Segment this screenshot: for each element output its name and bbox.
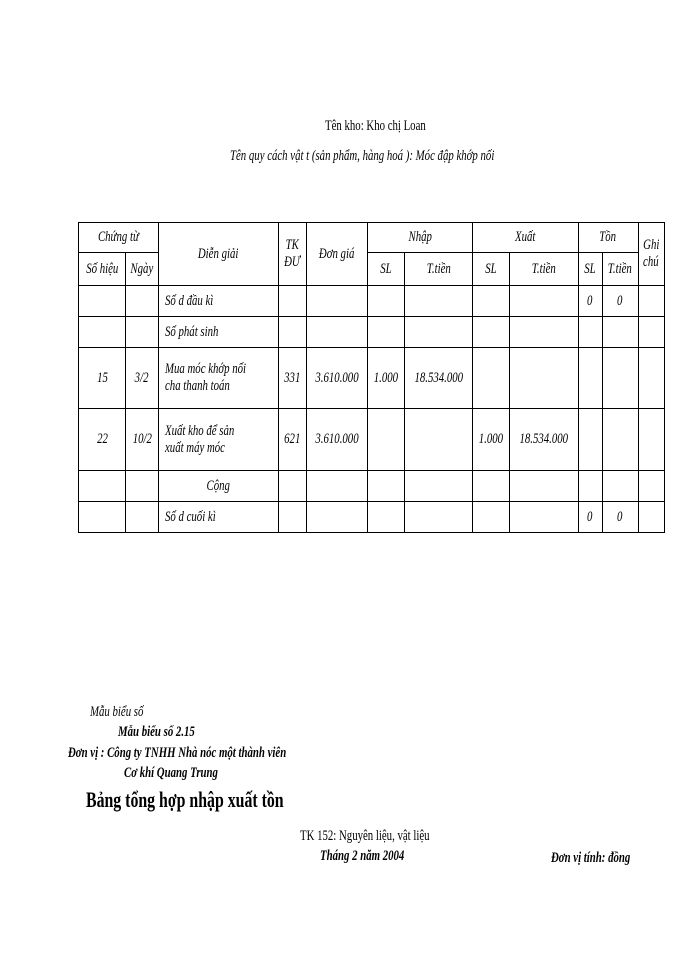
inventory-table xyxy=(78,222,665,533)
cell-don-gia xyxy=(306,502,367,533)
cell-don-gia: 3.610.000 xyxy=(306,348,367,409)
cell-tk xyxy=(278,286,306,317)
cell-ghi-chu xyxy=(638,502,664,533)
cell-ton-sl xyxy=(578,471,602,502)
header-ton-tt: T.tiền xyxy=(602,253,638,286)
report-title: Bảng tổng hợp nhập xuất tồn xyxy=(86,787,284,812)
cell-nhap-tt xyxy=(404,286,473,317)
cell-ghi-chu xyxy=(638,409,664,471)
cell-ngay xyxy=(126,286,159,317)
cell-tk xyxy=(278,317,306,348)
cell-dien-giai: Mua móc khớp nối cha thanh toán xyxy=(159,348,279,409)
table-row xyxy=(79,348,665,409)
cell-ton-sl: 0 xyxy=(578,286,602,317)
header-xuat-tt: T.tiền xyxy=(510,253,579,286)
cell-ton-sl xyxy=(578,317,602,348)
cell-nhap-sl xyxy=(367,409,404,471)
cell-ton-sl xyxy=(578,348,602,409)
cell-so-hieu xyxy=(79,317,126,348)
cell-so-hieu xyxy=(79,286,126,317)
cell-dien-giai: Xuất kho để sản xuất máy móc xyxy=(159,409,279,471)
header-xuat: Xuất xyxy=(473,223,579,253)
cell-ngay: 10/2 xyxy=(126,409,159,471)
table-row xyxy=(79,471,665,502)
cell-don-gia xyxy=(306,471,367,502)
table-row xyxy=(79,317,665,348)
cell-so-hieu: 22 xyxy=(79,409,126,471)
cell-dien-giai: Số phát sinh xyxy=(159,317,279,348)
cell-don-gia: 3.610.000 xyxy=(306,409,367,471)
table-row xyxy=(79,502,665,533)
cell-xuat-sl xyxy=(473,317,510,348)
cell-tk xyxy=(278,471,306,502)
cell-ton-tt xyxy=(602,317,638,348)
cell-ghi-chu xyxy=(638,348,664,409)
cell-so-hieu: 15 xyxy=(79,348,126,409)
cell-xuat-tt xyxy=(510,348,579,409)
cell-ton-tt xyxy=(602,471,638,502)
header-nhap-tt: T.tiền xyxy=(404,253,473,286)
cell-xuat-sl xyxy=(473,502,510,533)
cell-ton-sl xyxy=(578,409,602,471)
table-row xyxy=(79,286,665,317)
cell-ghi-chu xyxy=(638,471,664,502)
cell-xuat-sl xyxy=(473,471,510,502)
header-tk-du: TK ĐƯ xyxy=(278,223,306,286)
cell-dien-giai: Số d cuối kì xyxy=(159,502,279,533)
cell-xuat-sl: 1.000 xyxy=(473,409,510,471)
company-unit: Đơn vị : Công ty TNHH Nhà nóc một thành viên xyxy=(68,745,287,761)
header-ngay: Ngày xyxy=(126,253,159,286)
cell-tk: 331 xyxy=(278,348,306,409)
cell-so-hieu xyxy=(79,471,126,502)
cell-xuat-sl xyxy=(473,348,510,409)
cell-nhap-sl xyxy=(367,286,404,317)
cell-xuat-tt xyxy=(510,317,579,348)
cell-xuat-tt: 18.534.000 xyxy=(510,409,579,471)
item-spec: Tên quy cách vật t (sản phẩm, hàng hoá ): Móc đập khớp nối xyxy=(230,148,495,164)
company-unit-line-2: Cơ khí Quang Trung xyxy=(124,765,218,781)
cell-tk xyxy=(278,502,306,533)
cell-ton-tt: 0 xyxy=(602,502,638,533)
currency-unit: Đơn vị tính: đồng xyxy=(551,850,631,866)
header-ton-sl: SL xyxy=(578,253,602,286)
cell-ghi-chu xyxy=(638,317,664,348)
account-label: TK 152: Nguyên liệu, vật liệu xyxy=(300,828,430,844)
cell-dien-giai: Cộng xyxy=(159,471,279,502)
cell-ngay xyxy=(126,502,159,533)
form-label: Mẫu biểu số xyxy=(90,704,144,720)
header-ghi-chu: Ghi chú xyxy=(638,223,664,286)
cell-nhap-sl: 1.000 xyxy=(367,348,404,409)
header-chung-tu: Chứng từ xyxy=(79,223,159,253)
cell-ton-tt xyxy=(602,348,638,409)
header-don-gia: Đơn giá xyxy=(306,223,367,286)
header-nhap: Nhập xyxy=(367,223,473,253)
cell-ton-tt xyxy=(602,409,638,471)
cell-xuat-sl xyxy=(473,286,510,317)
table-row xyxy=(79,409,665,471)
cell-ngay: 3/2 xyxy=(126,348,159,409)
header-dien-giai: Diễn giải xyxy=(159,223,279,286)
cell-tk: 621 xyxy=(278,409,306,471)
cell-nhap-tt xyxy=(404,471,473,502)
cell-don-gia xyxy=(306,317,367,348)
cell-nhap-tt: 18.534.000 xyxy=(404,348,473,409)
report-period: Tháng 2 năm 2004 xyxy=(320,848,405,864)
cell-nhap-tt xyxy=(404,409,473,471)
header-row-1 xyxy=(79,223,665,253)
cell-ngay xyxy=(126,317,159,348)
cell-xuat-tt xyxy=(510,502,579,533)
cell-nhap-tt xyxy=(404,502,473,533)
header-so-hieu: Số hiệu xyxy=(79,253,126,286)
cell-xuat-tt xyxy=(510,286,579,317)
form-number: Mẫu biểu số 2.15 xyxy=(118,724,195,740)
cell-nhap-tt xyxy=(404,317,473,348)
cell-ton-sl: 0 xyxy=(578,502,602,533)
cell-so-hieu xyxy=(79,502,126,533)
header-ton: Tồn xyxy=(578,223,638,253)
cell-nhap-sl xyxy=(367,317,404,348)
cell-ton-tt: 0 xyxy=(602,286,638,317)
cell-ghi-chu xyxy=(638,286,664,317)
header-xuat-sl: SL xyxy=(473,253,510,286)
cell-dien-giai: Số d đầu kì xyxy=(159,286,279,317)
cell-nhap-sl xyxy=(367,502,404,533)
cell-don-gia xyxy=(306,286,367,317)
cell-nhap-sl xyxy=(367,471,404,502)
header-nhap-sl: SL xyxy=(367,253,404,286)
warehouse-name: Tên kho: Kho chị Loan xyxy=(325,118,426,134)
cell-ngay xyxy=(126,471,159,502)
cell-xuat-tt xyxy=(510,471,579,502)
